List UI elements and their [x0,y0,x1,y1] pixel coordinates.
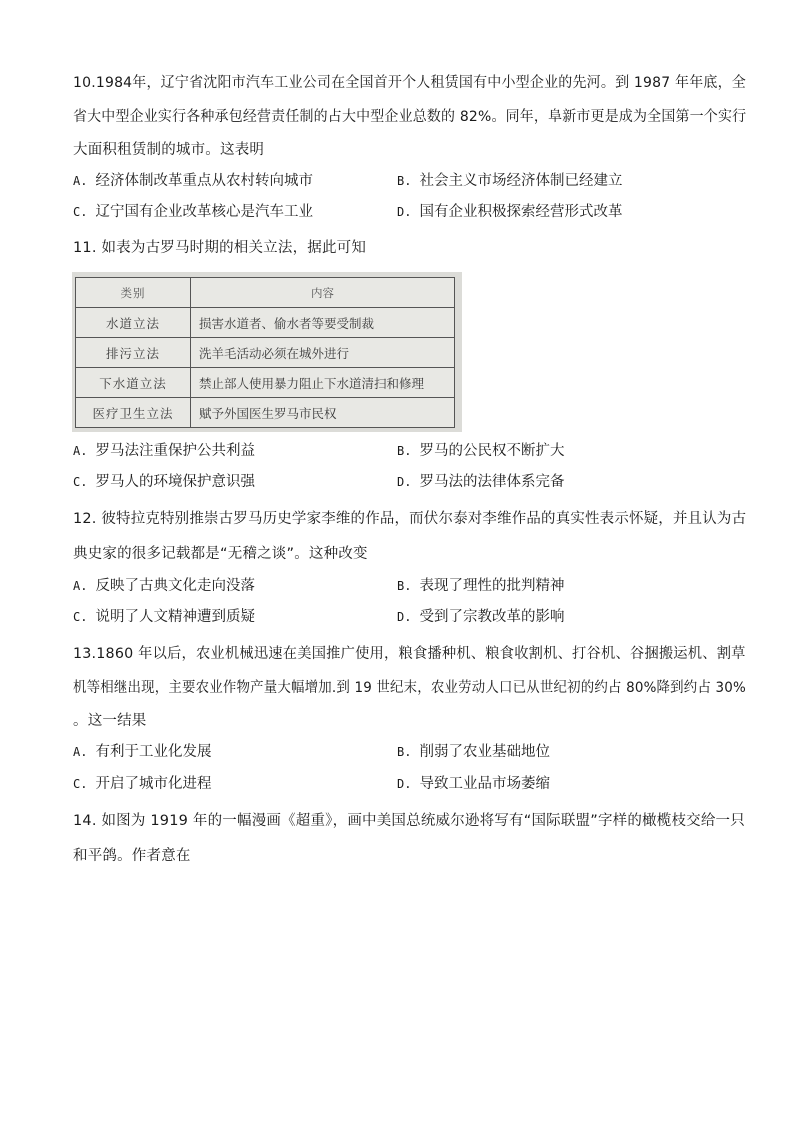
q13-option-b [397,742,550,762]
table-row [76,398,455,428]
option-letter: B. [397,745,412,759]
option-letter: D. [397,475,412,489]
q12-option-c [73,607,255,627]
table-cell-content: 损害水道者、偷水者等要受制裁 [191,308,455,338]
option-text: 削弱了农业基础地位 [419,744,550,760]
option-text: 罗马人的环境保护意识强 [95,474,255,490]
option-text: 表现了理性的批判精神 [419,578,565,594]
q12-option-a [73,576,255,596]
q12-option-b [397,576,564,596]
table-row [76,338,455,368]
option-text: 导致工业品市场萎缩 [419,776,550,792]
q11-table-photo [72,272,462,432]
q10-stem-line-1: 10.1984年，辽宁省沈阳市汽车工业公司在全国首开个人租赁国有中小型企业的先河。到 1987 年年底，全 [73,75,747,91]
table-cell-category: 下水道立法 [76,368,191,398]
option-text: 开启了城市化进程 [95,776,212,792]
table-cell-category: 医疗卫生立法 [76,398,191,428]
q13-option-c [73,774,211,794]
q13-stem-line-1: 13.1860 年以后，农业机械迅速在美国推广使用，粮食播种机、粮食收割机、打谷机、谷捆搬运机、割草 [73,646,746,662]
table-cell-category: 水道立法 [76,308,191,338]
q11-stem-line-1: 11. 如表为古罗马时期的相关立法，据此可知 [73,240,367,256]
q11-option-c [73,472,255,492]
option-letter: A. [73,579,88,593]
option-text: 国有企业积极探索经营形式改革 [419,204,623,220]
option-letter: C. [73,610,88,624]
q13-option-d [397,774,550,794]
table-header-category: 类别 [76,278,191,308]
q11-option-a [73,441,255,461]
option-text: 有利于工业化发展 [95,744,212,760]
q11-option-d [397,472,564,492]
option-text: 反映了古典文化走向没落 [95,578,255,594]
option-text: 罗马法的法律体系完备 [419,474,565,490]
option-text: 罗马法注重保护公共利益 [95,443,255,459]
q10-option-c [73,202,313,222]
option-letter: D. [397,777,412,791]
table-cell-content: 洗羊毛活动必须在城外进行 [191,338,455,368]
table-row [76,308,455,338]
q14-stem-line-1: 14. 如图为 1919 年的一幅漫画《超重》，画中美国总统威尔逊将写有“国际联盟”字样的橄榄枝交给一只 [73,813,745,829]
q13-stem-line-2: 机等相继出现，主要农业作物产量大幅增加.到 19 世纪末，农业劳动人口已从世纪初的约占 80%降到约占 30% [73,680,746,696]
table-cell-content: 禁止部人使用暴力阻止下水道清扫和修理 [191,368,455,398]
option-text: 社会主义市场经济体制已经建立 [419,173,623,189]
q12-stem-line-1: 12. 彼特拉克特别推崇古罗马历史学家李维的作品，而伏尔泰对李维作品的真实性表示怀疑，并且认为古 [73,511,747,527]
table-header-row [76,278,455,308]
option-letter: A. [73,174,88,188]
option-letter: B. [397,174,412,188]
q10-stem-line-3: 大面积租赁制的城市。这表明 [73,142,265,158]
table-row [76,368,455,398]
q11-option-b [397,441,564,461]
q10-stem-line-2: 省大中型企业实行各种承包经营责任制的占大中型企业总数的 82%。同年，阜新市更是成为全国第一个实行 [73,109,747,125]
q10-option-b [397,171,622,191]
q12-stem-line-2: 典史家的很多记载都是“无稽之谈”。这种改变 [73,546,368,562]
option-text: 经济体制改革重点从农村转向城市 [95,173,313,189]
q10-option-a [73,171,313,191]
q11-law-table [75,277,455,428]
option-letter: C. [73,205,88,219]
option-letter: D. [397,205,412,219]
table-header-content: 内容 [191,278,455,308]
option-text: 受到了宗教改革的影响 [419,609,565,625]
table-cell-category: 排污立法 [76,338,191,368]
q13-option-a [73,742,211,762]
table-cell-content: 赋予外国医生罗马市民权 [191,398,455,428]
option-text: 罗马的公民权不断扩大 [419,443,565,459]
option-text: 说明了人文精神遭到质疑 [95,609,255,625]
option-letter: C. [73,475,88,489]
q12-option-d [397,607,564,627]
q14-stem-line-2: 和平鸽。作者意在 [73,848,191,864]
option-letter: A. [73,745,88,759]
option-letter: B. [397,579,412,593]
option-letter: C. [73,777,88,791]
option-letter: A. [73,444,88,458]
option-letter: D. [397,610,412,624]
q13-stem-line-3: 。这一结果 [73,713,147,729]
option-text: 辽宁国有企业改革核心是汽车工业 [95,204,313,220]
q10-option-d [397,202,622,222]
option-letter: B. [397,444,412,458]
